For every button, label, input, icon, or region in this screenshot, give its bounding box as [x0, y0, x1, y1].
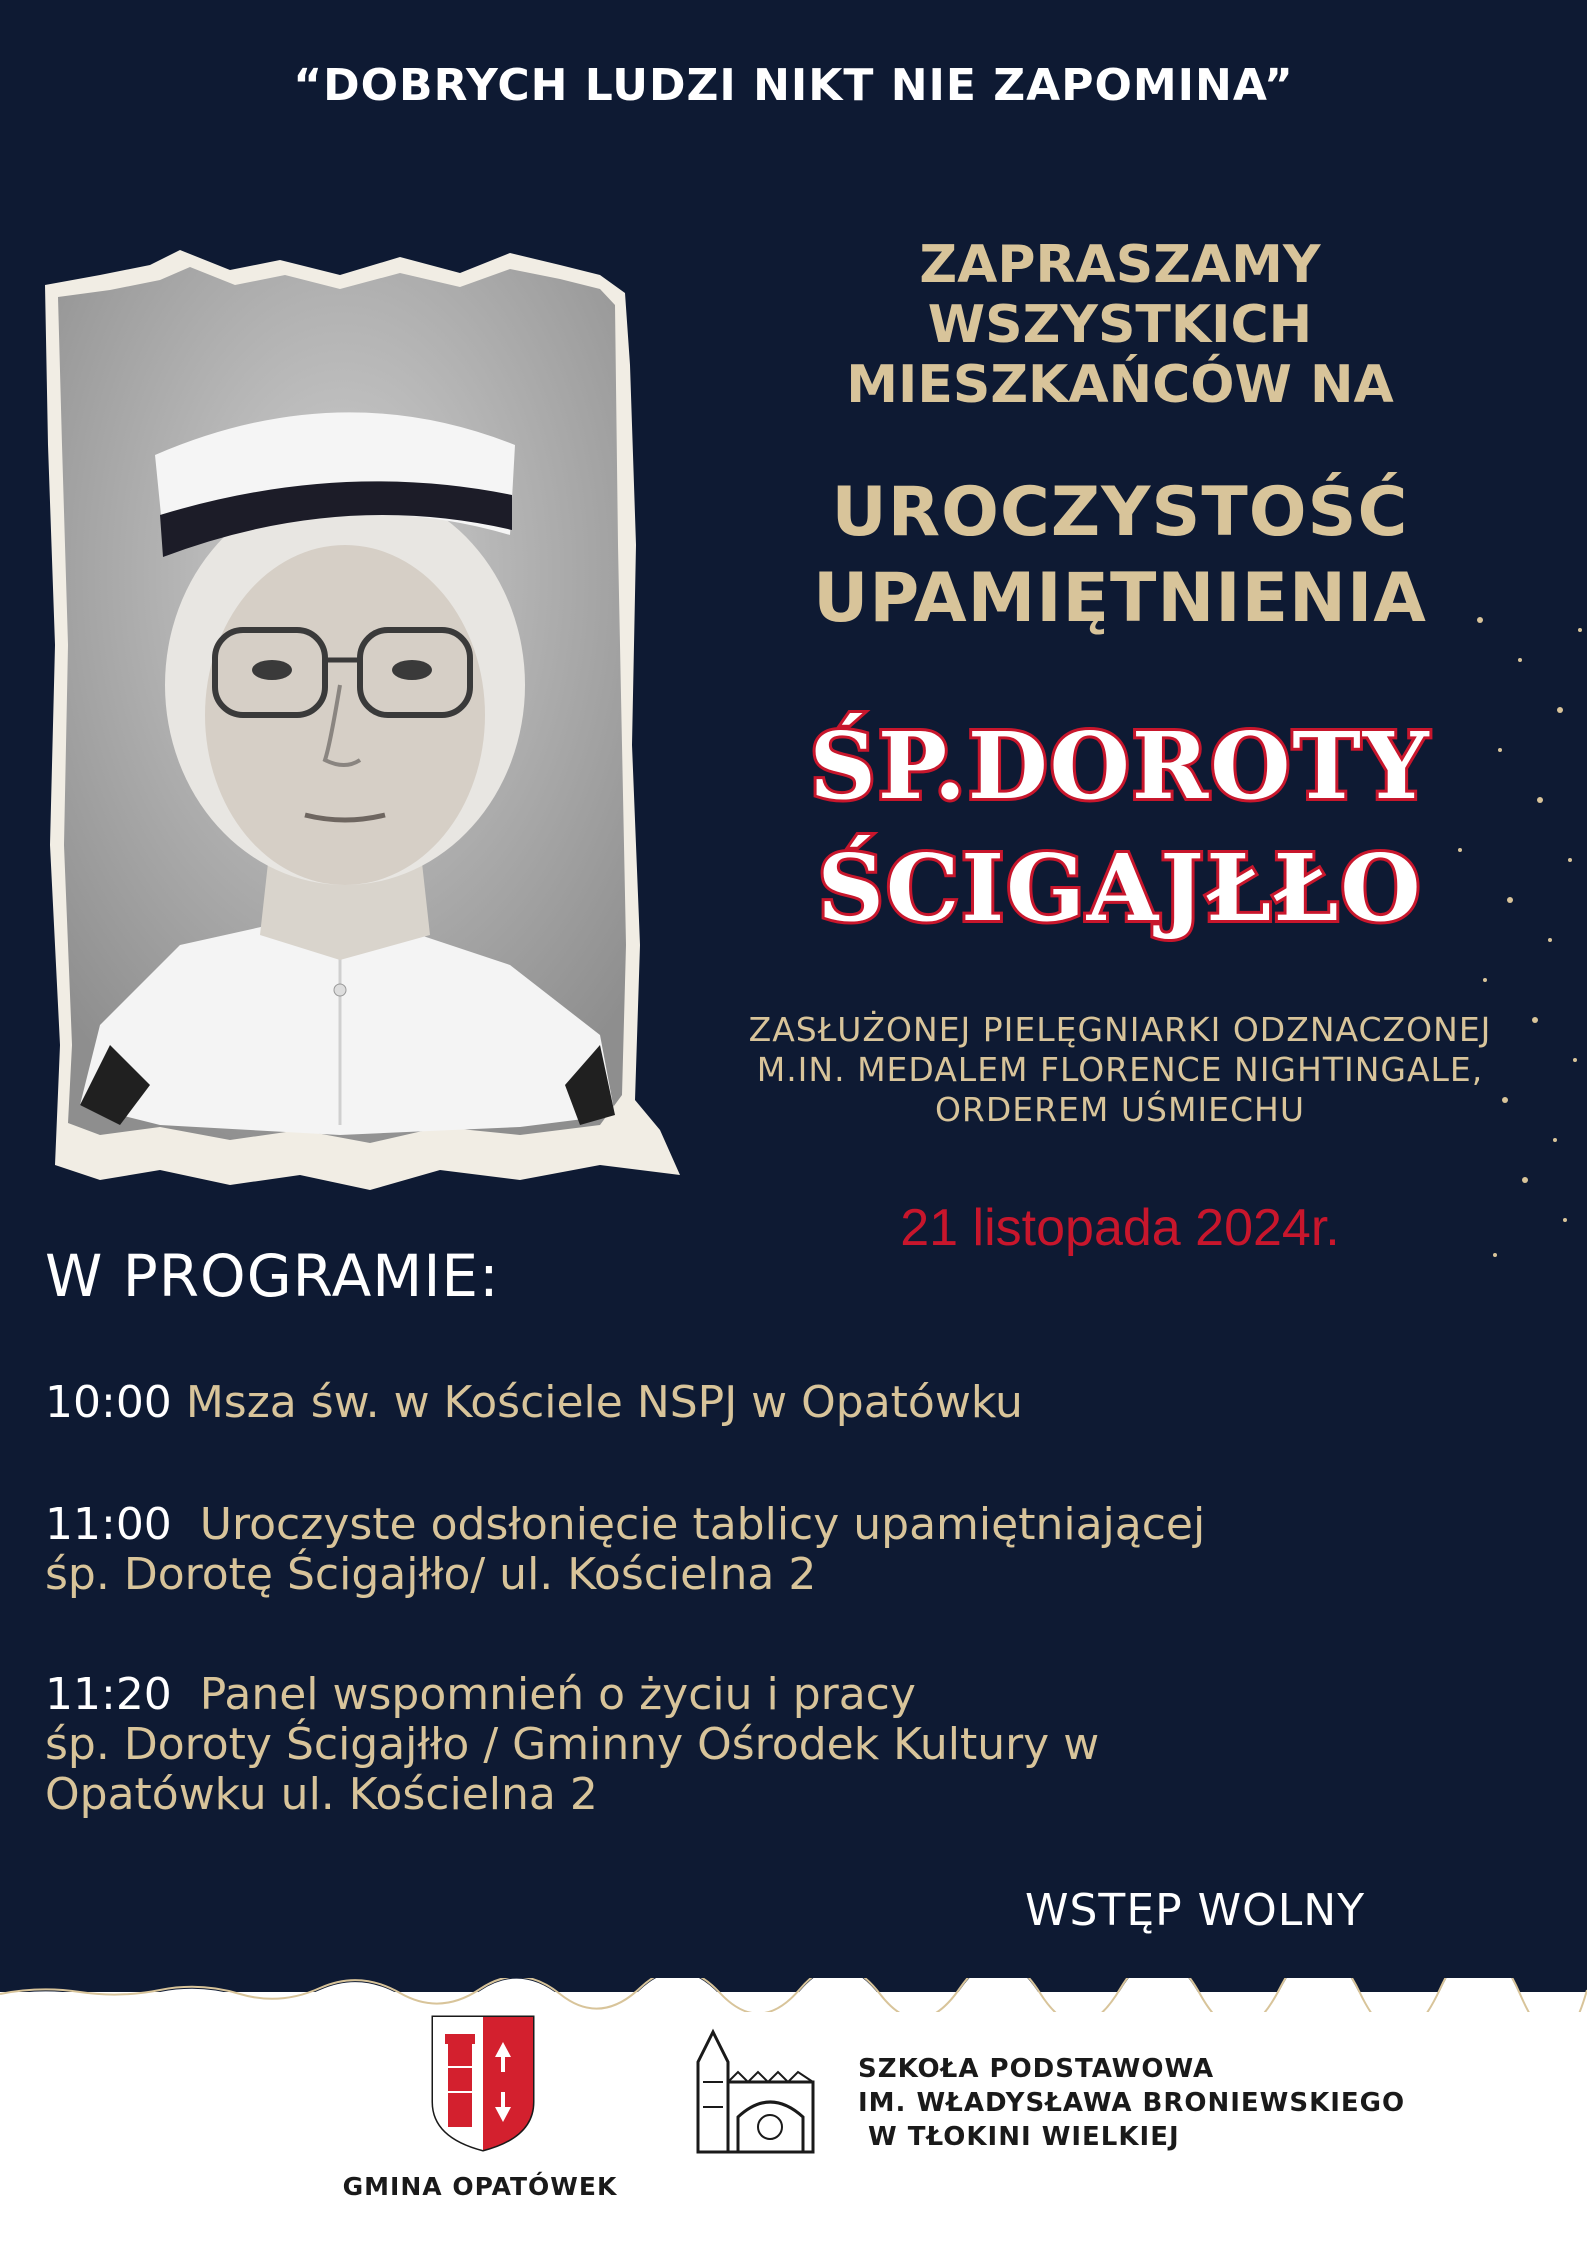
honoree-name [700, 705, 1540, 949]
honoree-line: ŚCIGAJŁŁO [817, 834, 1423, 942]
program-item-text: Msza św. w Kościele NSPJ w Opatówku [185, 1377, 1023, 1428]
invitation-line: MIESZKAŃCÓW NA [846, 355, 1394, 415]
honoree-description [700, 1010, 1540, 1130]
school-name-line: SZKOŁA PODSTAWOWA [858, 2054, 1215, 2084]
program-item-time: 11:20 [45, 1669, 172, 1720]
school-name-line: W TŁOKINI WIELKIEJ [858, 2122, 1180, 2152]
sparkles-decoration [1440, 600, 1587, 1300]
school-logo-icon [688, 2022, 828, 2157]
program-item-line [45, 1670, 1545, 1720]
header-quote: “DOBRYCH LUDZI NIKT NIE ZAPOMINA” [293, 60, 1294, 111]
program-item-line [45, 1378, 1545, 1428]
portrait-image [40, 245, 680, 1200]
program-item [45, 1378, 1545, 1428]
program-item-time: 11:00 [45, 1499, 172, 1550]
program-item-line [45, 1500, 1545, 1550]
program-item-time: 10:00 [45, 1377, 172, 1428]
event-date: 21 listopada 2024r. [900, 1199, 1340, 1257]
program-item [45, 1500, 1545, 1600]
invitation-text [735, 235, 1505, 415]
program-heading: W PROGRAMIE: [45, 1242, 500, 1310]
description-line: M.IN. MEDALEM FLORENCE NIGHTINGALE, [756, 1050, 1484, 1089]
program-item-text: Panel wspomnień o życiu i pracy [199, 1669, 916, 1720]
gmina-crest-icon [428, 2012, 538, 2152]
description-line: ZASŁUŻONEJ PIELĘGNIARKI ODZNACZONEJ [748, 1010, 1492, 1049]
event-title [700, 470, 1540, 642]
admission-note: WSTĘP WOLNY [1025, 1885, 1366, 1936]
portrait-photo [40, 245, 680, 1200]
event-title-line: UPAMIĘTNIENIA [813, 559, 1427, 638]
school-name-line: IM. WŁADYSŁAWA BRONIEWSKIEGO [858, 2088, 1406, 2118]
municipality-name: GMINA OPATÓWEK [342, 2172, 618, 2201]
program-item-line: śp. Doroty Ścigajłło / Gminny Ośrodek Kultury w [45, 1719, 1100, 1770]
school-name [858, 2052, 1405, 2154]
invitation-line: ZAPRASZAMY [919, 235, 1321, 295]
program-item-line: Opatówku ul. Kościelna 2 [45, 1769, 598, 1820]
honoree-line: ŚP.DOROTY [809, 712, 1431, 820]
program-item-line: śp. Dorotę Ścigajłło/ ul. Kościelna 2 [45, 1549, 817, 1600]
program-item-text: Uroczyste odsłonięcie tablicy upamiętniającej [199, 1499, 1206, 1550]
footer-torn-edge [0, 1978, 1587, 2012]
program-item [45, 1670, 1545, 1820]
description-line: ORDEREM UŚMIECHU [934, 1090, 1306, 1129]
invitation-line: WSZYSTKICH [927, 295, 1313, 355]
event-title-line: UROCZYSTOŚĆ [831, 473, 1409, 552]
